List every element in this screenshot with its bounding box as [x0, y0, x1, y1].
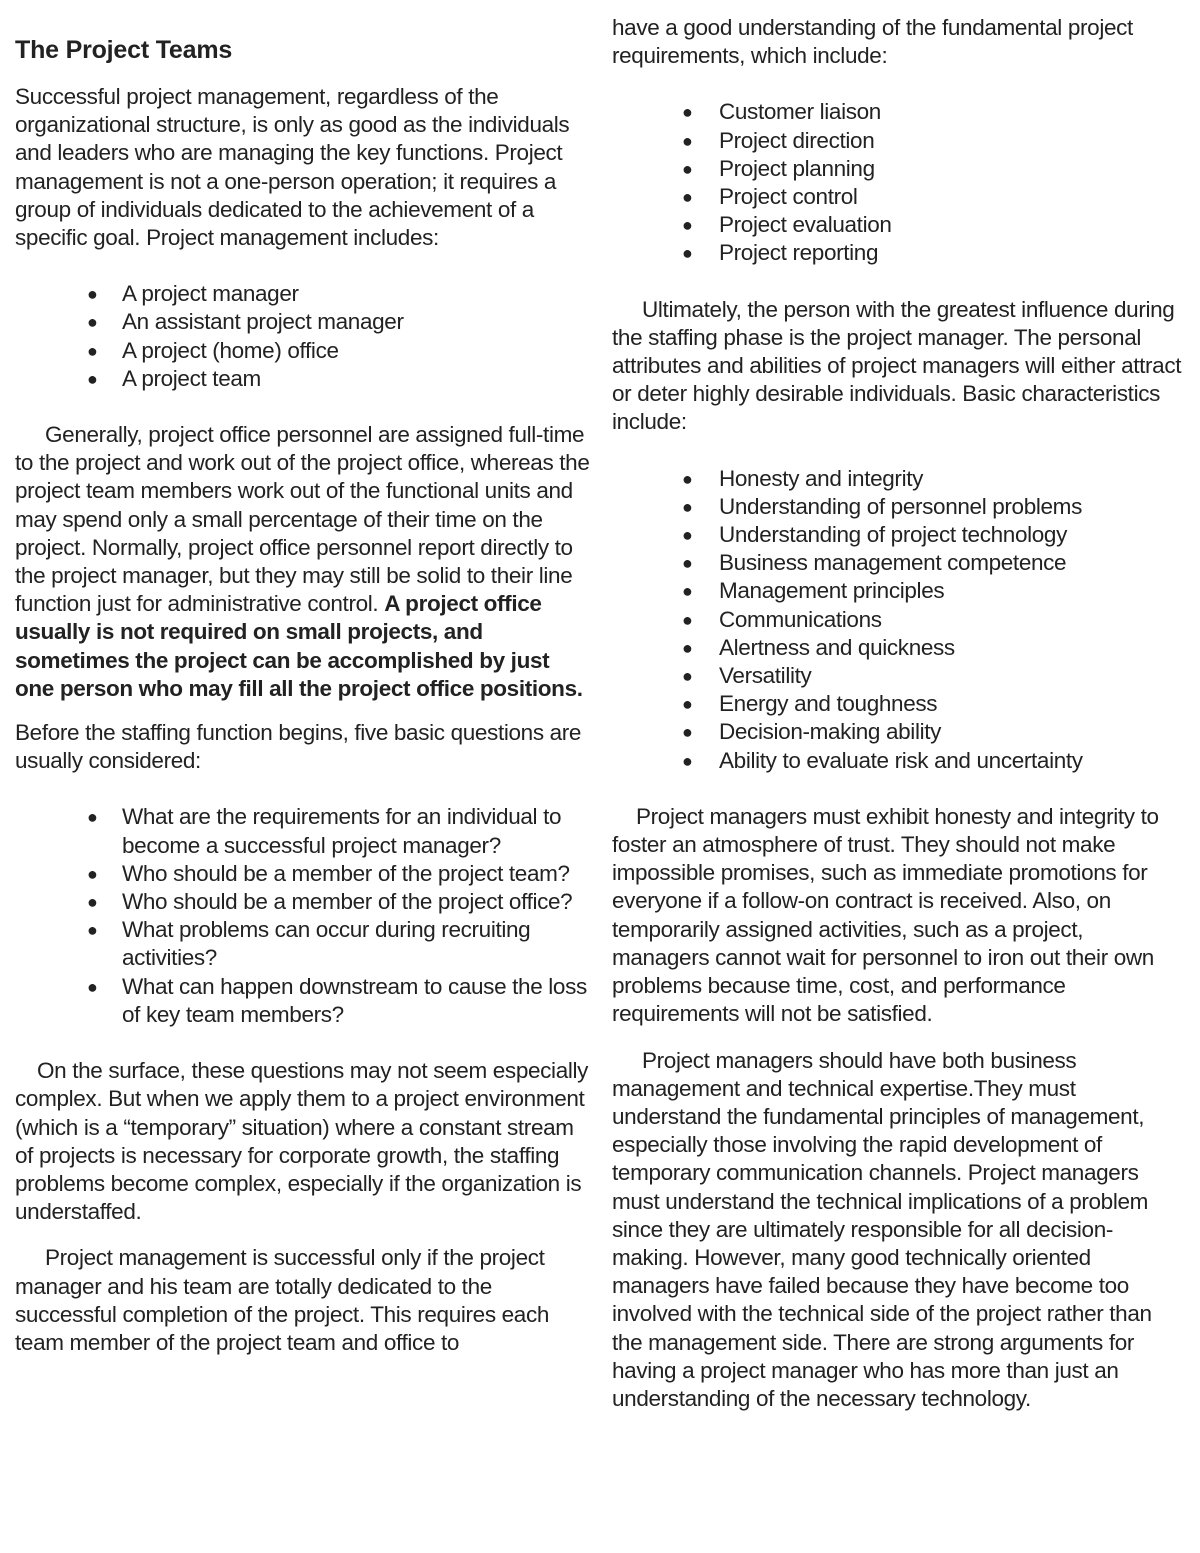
list-item: ● Alertness and quickness [612, 634, 1182, 662]
characteristics-list [612, 465, 1182, 775]
bullet-icon: ● [87, 892, 98, 913]
list-item: ● Project evaluation [612, 211, 1182, 239]
bullet-icon: ● [682, 722, 693, 743]
intro-paragraph: Successful project management, regardless of the organizational structure, is only as good as the individuals and leaders who are managing the key functions. Project management is not a one-person operation; it requires a group of individuals dedicated to the achievement of a specific goal. Project management includes: [15, 84, 570, 251]
list-item: ● Ability to evaluate risk and uncertainty [612, 747, 1182, 775]
list-item: ● A project (home) office [15, 337, 590, 365]
right-column [612, 0, 1182, 1413]
bullet-icon: ● [682, 553, 693, 574]
list-item: ● Decision-making ability [612, 718, 1182, 746]
list-item: ● Honesty and integrity [612, 465, 1182, 493]
list-item: ● Customer liaison [612, 98, 1182, 126]
honesty-paragraph: Project managers must exhibit honesty and integrity to foster an atmosphere of trust. They should not make impossible promises, such as immediate promotions for everyone if a follow-on contract is received. Also, on temporarily assigned activities, such as a project, managers cannot wait for personnel to iron out their own problems because time, cost, and performance requirements will not be satisfied. [612, 803, 1159, 1027]
list-item: ● Business management competence [612, 549, 1182, 577]
surface-paragraph: On the surface, these questions may not seem especially complex. But when we apply them to a project environment (which is a “temporary” situation) where a constant stream of projects is necessary for corporate growth, the staffing problems become complex, especially if the organization is understaffed. [15, 1058, 589, 1225]
bullet-icon: ● [682, 187, 693, 208]
bullet-icon: ● [682, 243, 693, 264]
bullet-icon: ● [87, 368, 98, 389]
influence-paragraph: Ultimately, the person with the greatest influence during the staffing phase is the project manager. The personal attributes and abilities of project managers will either attract or deter highly desirable individuals. Basic characteristics include: [612, 296, 1182, 435]
bullet-icon: ● [87, 920, 98, 941]
list-item: ● Project control [612, 183, 1182, 211]
list-item: ● A project manager [15, 280, 590, 308]
bullet-icon: ● [87, 284, 98, 305]
list-item: ● Versatility [612, 662, 1182, 690]
bullet-icon: ● [682, 468, 693, 489]
staffing-questions-intro: Before the staffing function begins, five basic questions are usually considered: [15, 720, 582, 774]
list-item: ● Communications [612, 606, 1182, 634]
bullet-icon: ● [87, 340, 98, 361]
list-item: ● Understanding of personnel problems [612, 493, 1182, 521]
list-item: ● Energy and toughness [612, 690, 1182, 718]
bullet-icon: ● [682, 666, 693, 687]
list-item: ● Understanding of project technology [612, 521, 1182, 549]
bullet-icon: ● [682, 694, 693, 715]
list-item: ● Management principles [612, 577, 1182, 605]
bullet-icon: ● [682, 215, 693, 236]
list-item: ● Project planning [612, 155, 1182, 183]
bullet-icon: ● [682, 637, 693, 658]
bullet-icon: ● [682, 496, 693, 517]
continued-paragraph: have a good understanding of the fundamental project requirements, which include: [612, 15, 1133, 69]
list-item: ● Who should be a member of the project team? [15, 860, 590, 888]
list-item: ● Project direction [612, 127, 1182, 155]
bullet-icon: ● [682, 130, 693, 151]
staffing-questions-list [15, 803, 590, 1029]
list-item: ● What are the requirements for an individual to become a successful project manager? [87, 804, 562, 858]
bullet-icon: ● [682, 102, 693, 123]
dedication-paragraph: Project management is successful only if the project manager and his team are totally dedicated to the successful completion of the project. This requires each team member of the project team and office to [15, 1245, 550, 1355]
bullet-icon: ● [682, 158, 693, 179]
expertise-paragraph: Project managers should have both business management and technical expertise.They must understand the fundamental principles of management, especially those involving the rapid development of temporary communication channels. Project managers must understand the technical implications of a problem since they are ultimately responsible for all decision-making. However, many good technically oriented managers have failed because they have become too involved with the technical side of the project rather than the management side. There are strong arguments for having a project manager who has more than just an understanding of the necessary technology. [612, 1047, 1152, 1411]
list-item: ● What problems can occur during recruiting activities? [87, 917, 531, 971]
list-item: ● A project team [15, 365, 590, 393]
bullet-icon: ● [682, 581, 693, 602]
project-requirements-list [612, 98, 1182, 267]
left-column [15, 0, 590, 1357]
bullet-icon: ● [87, 976, 98, 997]
list-item: ● An assistant project manager [15, 308, 590, 336]
list-item: ● Who should be a member of the project office? [15, 888, 590, 916]
bullet-icon: ● [87, 312, 98, 333]
page-title: The Project Teams [15, 36, 233, 64]
bullet-icon: ● [682, 750, 693, 771]
project-management-includes-list [15, 280, 590, 393]
bullet-icon: ● [87, 863, 98, 884]
bullet-icon: ● [682, 525, 693, 546]
project-office-paragraph: Generally, project office personnel are assigned full-time to the project and work out of the project office, whereas the project team members work out of the functional units and may spend only a small percentage of their time on the project. Normally, project office personnel report directly to the project manager, but they may still be solid to their line function just for administrative control. A project office usually is not required on small projects, and sometimes the project can be accomplished by just one person who may fill all the project office positions. [15, 422, 590, 701]
list-item: ● Project reporting [612, 239, 1182, 267]
bullet-icon: ● [682, 609, 693, 630]
bullet-icon: ● [87, 807, 98, 828]
list-item: ● What can happen downstream to cause the loss of key team members? [87, 973, 587, 1027]
